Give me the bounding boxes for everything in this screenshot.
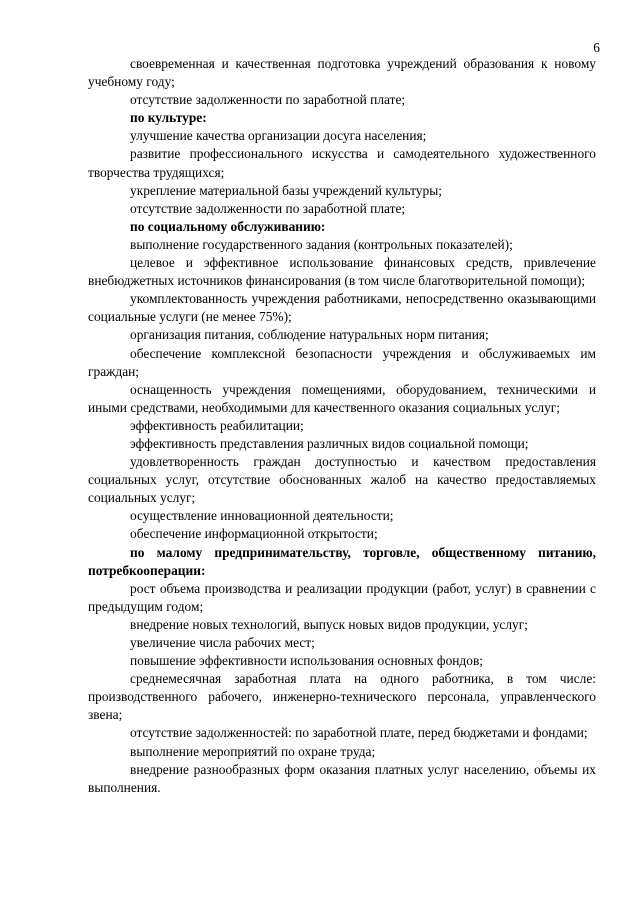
paragraph: осуществление инновационной деятельности; — [130, 508, 394, 524]
section-heading: по малому предпринимательству, торговле, общественному питанию, потребкооперации: — [88, 544, 596, 578]
paragraph: повышение эффективности использования основных фондов; — [130, 653, 483, 669]
paragraph: улучшение качества организации досуга населения; — [130, 128, 427, 144]
paragraph: укомплектованность учреждения работниками, непосредственно оказывающими социальные услуги (не менее 75%); — [88, 291, 596, 325]
paragraph: отсутствие задолженности по заработной плате; — [130, 200, 406, 216]
paragraph: целевое и эффективное использование финансовых средств, привлечение внебюджетных источников финансирования (в том числе благотворительной помощи); — [88, 255, 596, 289]
paragraph: увеличение числа рабочих мест; — [130, 635, 315, 650]
paragraph: обеспечение информационной открытости; — [130, 526, 378, 542]
document-body — [88, 55, 596, 797]
paragraph: отсутствие задолженностей: по заработной плате, перед бюджетами и фондами; — [130, 725, 588, 741]
paragraph: организация питания, соблюдение натуральных норм питания; — [130, 327, 489, 343]
paragraph: эффективность представления различных видов социальной помощи; — [130, 435, 529, 451]
paragraph: развитие профессионального искусства и самодеятельного художественного творчества трудящихся; — [88, 146, 596, 180]
paragraph: выполнение государственного задания (контрольных показателей); — [130, 236, 513, 252]
paragraph: выполнение мероприятий по охране труда; — [130, 743, 376, 759]
paragraph: укрепление материальной базы учреждений культуры; — [130, 182, 442, 198]
paragraph: внедрение новых технологий, выпуск новых видов продукции, услуг; — [130, 616, 528, 632]
paragraph: эффективность реабилитации; — [130, 417, 304, 433]
paragraph: оснащенность учреждения помещениями, оборудованием, техническими и иными средствами, необходимыми для качественного оказания социальных услуг; — [88, 381, 596, 415]
paragraph: обеспечение комплексной безопасности учреждения и обслуживаемых им граждан; — [88, 345, 596, 379]
paragraph: отсутствие задолженности по заработной плате; — [130, 92, 406, 108]
page-number: 6 — [593, 40, 600, 55]
paragraph: удовлетворенность граждан доступностью и качеством предоставления социальных услуг, отсутствие обоснованных жалоб на качество предоставляемых социальных услуг; — [88, 454, 596, 506]
section-heading: по культуре: — [130, 110, 207, 126]
section-heading: по социальному обслуживанию: — [130, 218, 326, 234]
paragraph: среднемесячная заработная плата на одного работника, в том числе: производственного рабочего, инженерно-технического персонала, управленческого звена; — [88, 671, 596, 723]
paragraph: своевременная и качественная подготовка учреждений образования к новому учебному году; — [88, 56, 596, 90]
paragraph: внедрение разнообразных форм оказания платных услуг населению, объемы их выполнения. — [88, 761, 596, 795]
paragraph: рост объема производства и реализации продукции (работ, услуг) в сравнении с предыдущим годом; — [88, 580, 596, 614]
